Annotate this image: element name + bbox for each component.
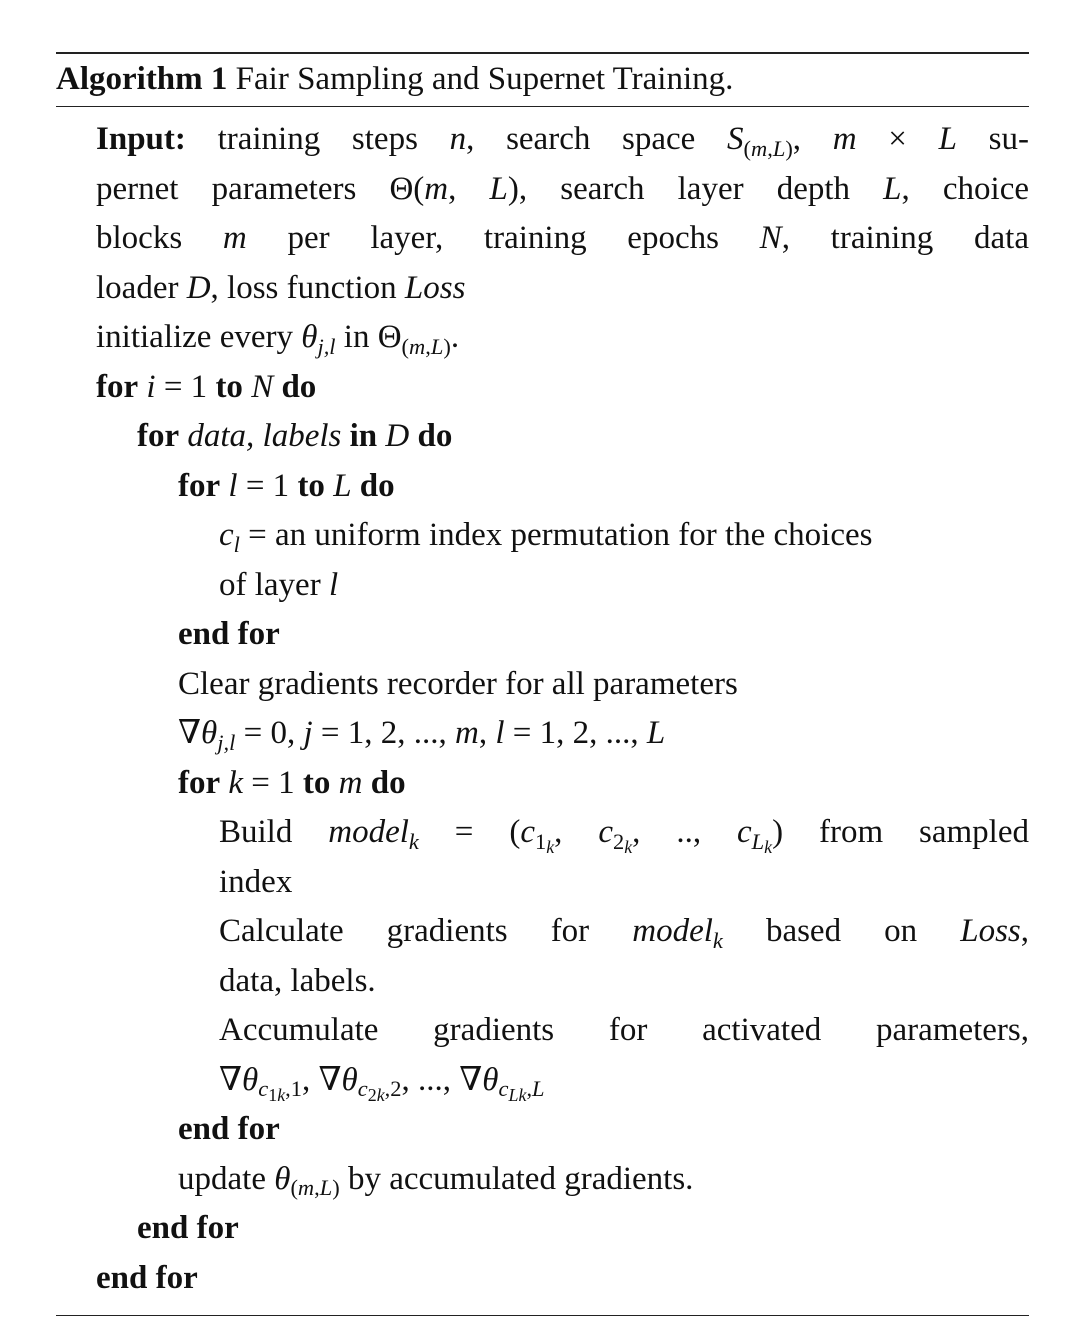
accumulate-line-2: $\nabla\theta_{c_{1k},1}$, $\nabla\theta_{c_{2k},2}$, ..., $\nabla\theta_{c_{Lk},L}$ — [219, 1061, 545, 1105]
init-line: initialize every $\theta_{j,l}$ in $\Theta_{(m,L)}$. — [96, 319, 460, 359]
clear-grads-line: Clear gradients recorder for all parameters — [178, 665, 738, 702]
algorithm-box — [56, 52, 1029, 1316]
calc-grads-block — [219, 907, 1029, 1006]
grad-zero-line: $\nabla\theta_{j,l} = 0$, j = 1, 2, ..., m, l = 1, 2, ..., L — [178, 715, 666, 755]
input-line-4: loader D, loss function Loss — [96, 269, 466, 306]
bottom-rule — [56, 1315, 1029, 1316]
for-epochs-line: for i = 1 to N do — [96, 368, 317, 405]
input-block — [96, 115, 1029, 313]
input-line-2: pernet parameters Θ(m, L), search layer depth L, choice — [96, 170, 1030, 207]
build-model-block — [219, 808, 1029, 907]
build-model-line-1: Build model$_k$ = ($c_{1_k}$, $c_{2_k}$, .., $c_{L_k}$) from sampled — [219, 814, 1029, 858]
end-for-k-line: end for — [178, 1111, 280, 1147]
for-layers-line: for l = 1 to L do — [178, 467, 395, 504]
input-line-1: Input: training steps n, search space $S_{(m,L)}$, m × L su- — [96, 121, 1029, 161]
for-data-line: for data, labels in D do — [137, 418, 453, 454]
accumulate-block — [219, 1006, 1029, 1105]
accumulate-line-1: Accumulate gradients for activated parameters, — [219, 1012, 1029, 1048]
algorithm-caption — [56, 54, 1029, 106]
end-for-layers-line: end for — [178, 616, 280, 652]
algorithm-title: Fair Sampling and Supernet Training. — [235, 61, 734, 97]
calc-grads-line-2: data, labels. — [219, 962, 376, 999]
cl-assign-line-1: $c_l$ = an uniform index permutation for the choices — [219, 517, 873, 557]
for-k-line: for k = 1 to m do — [178, 764, 406, 801]
cl-assign-line-2: of layer l — [219, 566, 339, 603]
build-model-line-2: index — [219, 863, 293, 900]
calc-grads-line-1: Calculate gradients for model$_k$ based on Loss, — [219, 913, 1030, 953]
update-line: update $\theta_{(m,L)}$ by accumulated gradients. — [178, 1160, 694, 1201]
input-line-3: blocks m per layer, training epochs N, training data — [96, 220, 1029, 256]
end-for-data-line: end for — [137, 1210, 239, 1246]
algorithm-label: Algorithm 1 — [56, 61, 228, 97]
algorithm-body — [56, 107, 1029, 1315]
end-for-epochs-line: end for — [96, 1259, 198, 1296]
